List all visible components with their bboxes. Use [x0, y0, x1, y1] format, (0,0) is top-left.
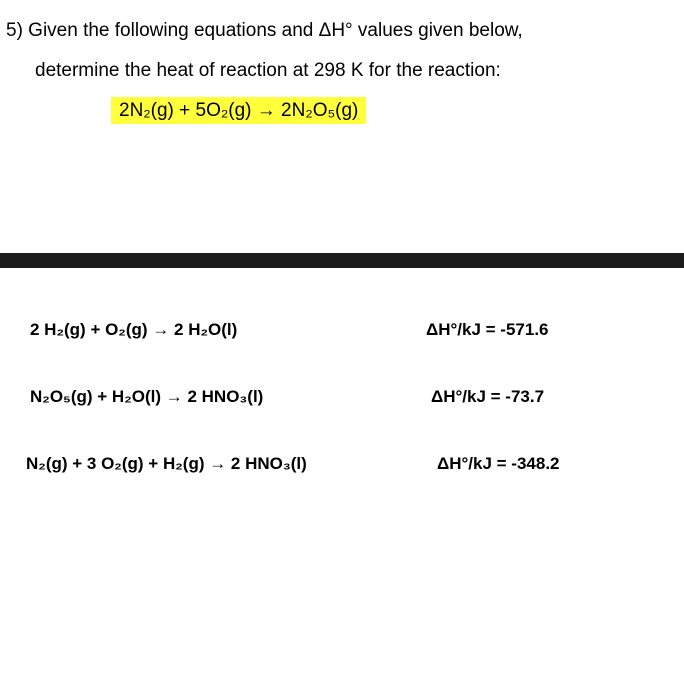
reaction-2-equation: N₂O₅(g) + H₂O(l) → 2 HNO₃(l) — [30, 387, 264, 406]
question-text-line-1: 5) Given the following equations and ΔH° values given below, — [6, 20, 523, 41]
reaction-1-equation: 2 H₂(g) + O₂(g) → 2 H₂O(l) — [30, 320, 238, 339]
reaction-3-equation: N₂(g) + 3 O₂(g) + H₂(g) → 2 HNO₃(l) — [26, 454, 307, 473]
reaction-2-delta-h: ΔH°/kJ = -73.7 — [431, 387, 545, 406]
section-divider-bar — [0, 253, 684, 268]
question-text-line-2: determine the heat of reaction at 298 K for the reaction: — [35, 60, 501, 81]
reaction-1-delta-h: ΔH°/kJ = -571.6 — [426, 320, 549, 339]
target-reaction-highlighted: 2N₂(g) + 5O₂(g) → 2N₂O₅(g) — [111, 97, 366, 124]
reaction-3-delta-h: ΔH°/kJ = -348.2 — [437, 454, 560, 473]
